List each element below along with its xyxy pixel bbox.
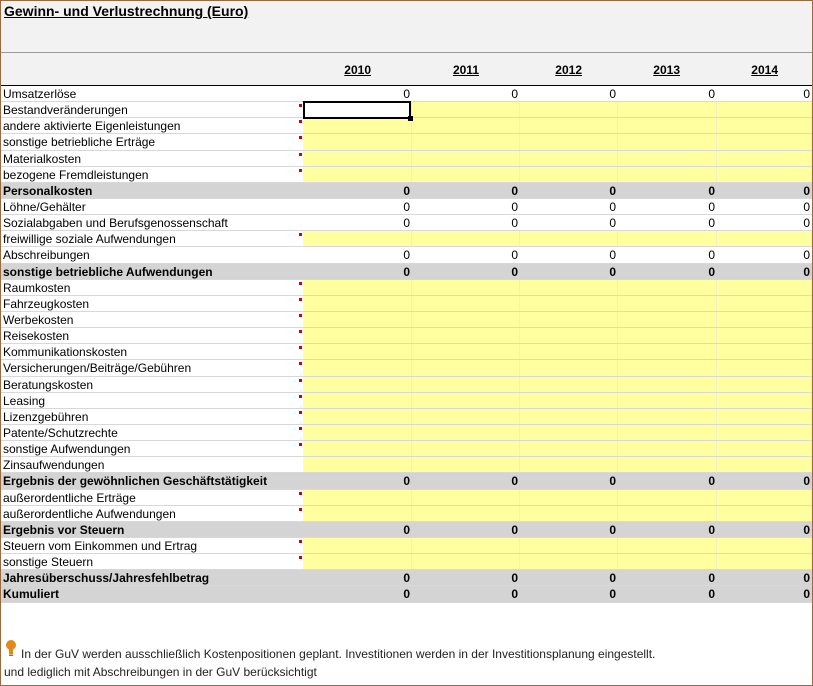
- value-cell-2011: 0: [511, 522, 518, 537]
- comment-marker-icon[interactable]: [299, 298, 302, 301]
- row-label: sonstige betriebliche Erträge: [3, 135, 156, 150]
- year-header-2013[interactable]: 2013: [653, 63, 680, 77]
- table-row: [1, 360, 812, 376]
- table-row: [1, 328, 812, 344]
- value-cell-2013[interactable]: [618, 554, 717, 569]
- row-label: Kumuliert: [3, 587, 60, 602]
- value-cell-2010: 0: [403, 587, 410, 602]
- value-cell-2014: 0: [803, 199, 810, 214]
- row-label: Kommunikationskosten: [3, 345, 128, 360]
- value-cell-2011[interactable]: [412, 425, 520, 440]
- value-cell-2012[interactable]: [520, 377, 618, 392]
- value-cell-2010[interactable]: [303, 231, 412, 246]
- value-cell-2010[interactable]: [303, 441, 412, 456]
- table-row: [1, 167, 812, 183]
- value-cell-2014[interactable]: [717, 134, 812, 149]
- value-cell-2012[interactable]: [520, 554, 618, 569]
- value-cell-2011: 0: [511, 183, 518, 198]
- value-cell-2011[interactable]: [412, 393, 520, 408]
- value-cell-2011[interactable]: [412, 118, 520, 133]
- value-cell-2010[interactable]: [303, 409, 412, 424]
- comment-marker-icon[interactable]: [299, 330, 302, 333]
- row-label: sonstige Aufwendungen: [3, 442, 131, 457]
- value-cell-2014[interactable]: [717, 151, 812, 166]
- value-cell-2010[interactable]: [303, 425, 412, 440]
- footer-note-line-1: In der GuV werden ausschließlich Kostenpositionen geplant. Investitionen werden in der Investitionsplanung eingestellt.: [21, 647, 656, 661]
- comment-marker-icon[interactable]: [299, 153, 302, 156]
- value-cell-2014[interactable]: [717, 296, 812, 311]
- value-cell-2010[interactable]: [303, 377, 412, 392]
- table-row: [1, 296, 812, 312]
- data-grid: [1, 86, 812, 603]
- value-cell-2013[interactable]: [618, 490, 717, 505]
- comment-marker-icon[interactable]: [299, 556, 302, 559]
- value-cell-2011: 0: [511, 264, 518, 279]
- row-label: Versicherungen/Beiträge/Gebühren: [3, 361, 192, 376]
- comment-marker-icon[interactable]: [299, 362, 302, 365]
- value-cell-2012[interactable]: [520, 457, 618, 472]
- row-label: Raumkosten: [3, 280, 71, 295]
- table-row: [1, 280, 812, 296]
- year-header-row: [1, 53, 812, 86]
- row-label: Lizenzgebühren: [3, 409, 89, 424]
- value-cell-2010: 0: [403, 87, 410, 101]
- value-cell-2010[interactable]: [303, 344, 412, 359]
- value-cell-2011: 0: [511, 199, 518, 214]
- table-row: [1, 199, 812, 215]
- value-cell-2012[interactable]: [520, 441, 618, 456]
- value-cell-2011[interactable]: [412, 441, 520, 456]
- value-cell-2012[interactable]: [520, 151, 618, 166]
- value-cell-2011[interactable]: [412, 134, 520, 149]
- value-cell-2010[interactable]: [303, 312, 412, 327]
- footer-notes: [1, 605, 812, 686]
- comment-marker-icon[interactable]: [299, 136, 302, 139]
- value-cell-2013: 0: [708, 571, 715, 586]
- table-row: [1, 457, 812, 473]
- value-cell-2011[interactable]: [412, 344, 520, 359]
- comment-marker-icon[interactable]: [299, 395, 302, 398]
- value-cell-2011[interactable]: [412, 312, 520, 327]
- value-cell-2014: 0: [803, 87, 810, 101]
- value-cell-2013[interactable]: [618, 296, 717, 311]
- row-label: bezogene Fremdleistungen: [3, 167, 149, 182]
- value-cell-2012: 0: [609, 571, 616, 586]
- value-cell-2012[interactable]: [520, 328, 618, 343]
- value-cell-2010: 0: [403, 248, 410, 263]
- value-cell-2012[interactable]: [520, 490, 618, 505]
- table-row: [1, 522, 812, 538]
- value-cell-2013[interactable]: [618, 312, 717, 327]
- value-cell-2013[interactable]: [618, 167, 717, 182]
- value-cell-2013: 0: [708, 474, 715, 489]
- value-cell-2014: 0: [803, 264, 810, 279]
- value-cell-2011[interactable]: [412, 457, 520, 472]
- fill-handle[interactable]: [408, 116, 413, 121]
- value-cell-2012: 0: [609, 264, 616, 279]
- value-cell-2013[interactable]: [618, 328, 717, 343]
- table-row: [1, 473, 812, 489]
- value-cell-2014[interactable]: [717, 118, 812, 133]
- value-cell-2014[interactable]: [717, 312, 812, 327]
- selected-cell[interactable]: [303, 101, 411, 119]
- value-cell-2013[interactable]: [618, 360, 717, 375]
- value-cell-2014: 0: [803, 183, 810, 198]
- table-row: [1, 490, 812, 506]
- value-cell-2014[interactable]: [717, 360, 812, 375]
- value-cell-2013[interactable]: [618, 118, 717, 133]
- value-cell-2013: 0: [708, 216, 715, 231]
- table-row: [1, 393, 812, 409]
- value-cell-2013: 0: [708, 199, 715, 214]
- value-cell-2012[interactable]: [520, 280, 618, 295]
- value-cell-2011[interactable]: [412, 554, 520, 569]
- value-cell-2014[interactable]: [717, 538, 812, 553]
- value-cell-2013[interactable]: [618, 441, 717, 456]
- value-cell-2011: 0: [511, 216, 518, 231]
- value-cell-2012[interactable]: [520, 393, 618, 408]
- value-cell-2010[interactable]: [303, 118, 412, 133]
- value-cell-2011[interactable]: [412, 360, 520, 375]
- value-cell-2014[interactable]: [717, 490, 812, 505]
- value-cell-2012[interactable]: [520, 231, 618, 246]
- value-cell-2010: 0: [403, 474, 410, 489]
- row-label: außerordentliche Aufwendungen: [3, 506, 176, 521]
- value-cell-2012: 0: [609, 248, 616, 263]
- table-row: [1, 409, 812, 425]
- year-header-2010[interactable]: 2010: [344, 63, 371, 77]
- row-label: Reisekosten: [3, 329, 70, 344]
- value-cell-2011[interactable]: [412, 409, 520, 424]
- value-cell-2010: 0: [403, 199, 410, 214]
- table-row: [1, 586, 812, 602]
- row-label: Jahresüberschuss/Jahresfehlbetrag: [3, 571, 210, 586]
- value-cell-2012[interactable]: [520, 538, 618, 553]
- value-cell-2012[interactable]: [520, 134, 618, 149]
- value-cell-2010[interactable]: [303, 296, 412, 311]
- table-row: [1, 538, 812, 554]
- value-cell-2014[interactable]: [717, 554, 812, 569]
- value-cell-2014: 0: [803, 522, 810, 537]
- value-cell-2012: 0: [609, 216, 616, 231]
- value-cell-2013: 0: [708, 522, 715, 537]
- row-label: Materialkosten: [3, 151, 82, 166]
- value-cell-2014[interactable]: [717, 425, 812, 440]
- value-cell-2011[interactable]: [412, 167, 520, 182]
- value-cell-2013[interactable]: [618, 506, 717, 521]
- table-row: [1, 247, 812, 263]
- value-cell-2011[interactable]: [412, 377, 520, 392]
- row-label: Steuern vom Einkommen und Ertrag: [3, 538, 198, 553]
- value-cell-2014[interactable]: [717, 167, 812, 182]
- value-cell-2014[interactable]: [717, 393, 812, 408]
- value-cell-2013[interactable]: [618, 457, 717, 472]
- value-cell-2011[interactable]: [412, 296, 520, 311]
- value-cell-2011[interactable]: [412, 328, 520, 343]
- value-cell-2014: 0: [803, 248, 810, 263]
- table-row: [1, 264, 812, 280]
- row-label: sonstige betriebliche Aufwendungen: [3, 264, 213, 279]
- comment-marker-icon[interactable]: [299, 104, 302, 107]
- value-cell-2013[interactable]: [618, 409, 717, 424]
- table-row: [1, 570, 812, 586]
- comment-marker-icon[interactable]: [299, 120, 302, 123]
- value-cell-2013: 0: [708, 183, 715, 198]
- row-label: außerordentliche Erträge: [3, 490, 136, 505]
- value-cell-2012: 0: [609, 87, 616, 101]
- value-cell-2010[interactable]: [303, 538, 412, 553]
- comment-marker-icon[interactable]: [299, 492, 302, 495]
- value-cell-2011: 0: [511, 248, 518, 263]
- value-cell-2013[interactable]: [618, 393, 717, 408]
- value-cell-2014: 0: [803, 216, 810, 231]
- value-cell-2012: 0: [609, 199, 616, 214]
- value-cell-2012[interactable]: [520, 506, 618, 521]
- value-cell-2014[interactable]: [717, 328, 812, 343]
- value-cell-2011[interactable]: [412, 280, 520, 295]
- value-cell-2010[interactable]: [303, 506, 412, 521]
- value-cell-2010: 0: [403, 264, 410, 279]
- value-cell-2012[interactable]: [520, 409, 618, 424]
- row-label: sonstige Steuern: [3, 555, 94, 570]
- value-cell-2014[interactable]: [717, 506, 812, 521]
- value-cell-2014[interactable]: [717, 344, 812, 359]
- value-cell-2014[interactable]: [717, 231, 812, 246]
- value-cell-2013[interactable]: [618, 344, 717, 359]
- value-cell-2011[interactable]: [412, 538, 520, 553]
- value-cell-2013: 0: [708, 587, 715, 602]
- value-cell-2013[interactable]: [618, 538, 717, 553]
- value-cell-2014[interactable]: [717, 409, 812, 424]
- year-header-2011[interactable]: 2011: [452, 63, 479, 77]
- value-cell-2012: 0: [609, 474, 616, 489]
- table-row: [1, 118, 812, 134]
- table-row: [1, 231, 812, 247]
- value-cell-2010[interactable]: [303, 554, 412, 569]
- value-cell-2012: 0: [609, 183, 616, 198]
- value-cell-2010[interactable]: [303, 134, 412, 149]
- value-cell-2010[interactable]: [303, 457, 412, 472]
- year-header-2012[interactable]: 2012: [555, 63, 582, 77]
- table-row: [1, 312, 812, 328]
- value-cell-2011[interactable]: [412, 151, 520, 166]
- value-cell-2014[interactable]: [717, 377, 812, 392]
- value-cell-2010[interactable]: [303, 167, 412, 182]
- row-label: Beratungskosten: [3, 377, 94, 392]
- value-cell-2013[interactable]: [618, 280, 717, 295]
- table-row: [1, 215, 812, 231]
- value-cell-2014[interactable]: [717, 441, 812, 456]
- value-cell-2014[interactable]: [717, 280, 812, 295]
- value-cell-2012[interactable]: [520, 167, 618, 182]
- value-cell-2010[interactable]: [303, 280, 412, 295]
- value-cell-2012[interactable]: [520, 296, 618, 311]
- table-row: [1, 344, 812, 360]
- value-cell-2012[interactable]: [520, 102, 618, 117]
- value-cell-2012: 0: [609, 522, 616, 537]
- comment-marker-icon[interactable]: [299, 379, 302, 382]
- comment-marker-icon[interactable]: [299, 411, 302, 414]
- lightbulb-icon: [5, 639, 17, 657]
- comment-marker-icon[interactable]: [299, 314, 302, 317]
- value-cell-2014: 0: [803, 474, 810, 489]
- value-cell-2014: 0: [803, 571, 810, 586]
- row-label: Ergebnis vor Steuern: [3, 522, 125, 537]
- row-label: Umsatzerlöse: [3, 87, 77, 101]
- year-header-2014[interactable]: 2014: [751, 63, 778, 77]
- value-cell-2013: 0: [708, 264, 715, 279]
- table-row: [1, 86, 812, 102]
- value-cell-2013[interactable]: [618, 377, 717, 392]
- comment-marker-icon[interactable]: [299, 346, 302, 349]
- value-cell-2012[interactable]: [520, 344, 618, 359]
- value-cell-2012[interactable]: [520, 425, 618, 440]
- title-band: [1, 1, 812, 53]
- row-label: andere aktivierte Eigenleistungen: [3, 119, 181, 134]
- row-label: Sozialabgaben und Berufsgenossenschaft: [3, 216, 228, 231]
- row-label: Löhne/Gehälter: [3, 199, 86, 214]
- value-cell-2010[interactable]: [303, 151, 412, 166]
- value-cell-2012[interactable]: [520, 312, 618, 327]
- value-cell-2014[interactable]: [717, 102, 812, 117]
- row-label: Leasing: [3, 393, 46, 408]
- value-cell-2010[interactable]: [303, 328, 412, 343]
- table-row: [1, 151, 812, 167]
- value-cell-2013: 0: [708, 87, 715, 101]
- row-label: Abschreibungen: [3, 248, 90, 263]
- value-cell-2010: 0: [403, 183, 410, 198]
- row-label: Fahrzeugkosten: [3, 296, 90, 311]
- row-label: Ergebnis der gewöhnlichen Geschäftstätigkeit: [3, 474, 268, 489]
- table-row: [1, 377, 812, 393]
- value-cell-2010[interactable]: [303, 490, 412, 505]
- row-label: Zinsaufwendungen: [3, 458, 105, 473]
- value-cell-2010: 0: [403, 522, 410, 537]
- value-cell-2013[interactable]: [618, 151, 717, 166]
- comment-marker-icon[interactable]: [299, 508, 302, 511]
- value-cell-2011: 0: [511, 571, 518, 586]
- value-cell-2012: 0: [609, 587, 616, 602]
- comment-marker-icon[interactable]: [299, 427, 302, 430]
- value-cell-2011: 0: [511, 474, 518, 489]
- value-cell-2014[interactable]: [717, 457, 812, 472]
- row-label: freiwillige soziale Aufwendungen: [3, 232, 176, 247]
- value-cell-2012[interactable]: [520, 118, 618, 133]
- row-label: Werbekosten: [3, 312, 74, 327]
- table-row: [1, 425, 812, 441]
- comment-marker-icon[interactable]: [299, 233, 302, 236]
- comment-marker-icon[interactable]: [299, 540, 302, 543]
- value-cell-2010[interactable]: [303, 393, 412, 408]
- comment-marker-icon[interactable]: [299, 282, 302, 285]
- value-cell-2010[interactable]: [303, 360, 412, 375]
- sheet-title: Gewinn- und Verlustrechnung (Euro): [4, 3, 249, 19]
- value-cell-2011[interactable]: [412, 490, 520, 505]
- value-cell-2010: 0: [403, 216, 410, 231]
- table-row: [1, 554, 812, 570]
- value-cell-2012[interactable]: [520, 360, 618, 375]
- value-cell-2013[interactable]: [618, 102, 717, 117]
- table-row: [1, 134, 812, 150]
- footer-note-line-2: und lediglich mit Abschreibungen in der GuV berücksichtigt: [4, 665, 317, 679]
- table-row: [1, 183, 812, 199]
- value-cell-2011[interactable]: [412, 102, 520, 117]
- value-cell-2011[interactable]: [412, 506, 520, 521]
- value-cell-2013[interactable]: [618, 231, 717, 246]
- comment-marker-icon[interactable]: [299, 443, 302, 446]
- value-cell-2014: 0: [803, 587, 810, 602]
- row-label: Bestandveränderungen: [3, 103, 128, 118]
- comment-marker-icon[interactable]: [299, 169, 302, 172]
- value-cell-2013[interactable]: [618, 134, 717, 149]
- row-label: Personalkosten: [3, 183, 93, 198]
- table-row: [1, 506, 812, 522]
- value-cell-2013[interactable]: [618, 425, 717, 440]
- value-cell-2011[interactable]: [412, 231, 520, 246]
- table-row: [1, 441, 812, 457]
- row-label: Patente/Schutzrechte: [3, 425, 118, 440]
- value-cell-2011: 0: [511, 587, 518, 602]
- value-cell-2011: 0: [511, 87, 518, 101]
- value-cell-2013: 0: [708, 248, 715, 263]
- value-cell-2010: 0: [403, 571, 410, 586]
